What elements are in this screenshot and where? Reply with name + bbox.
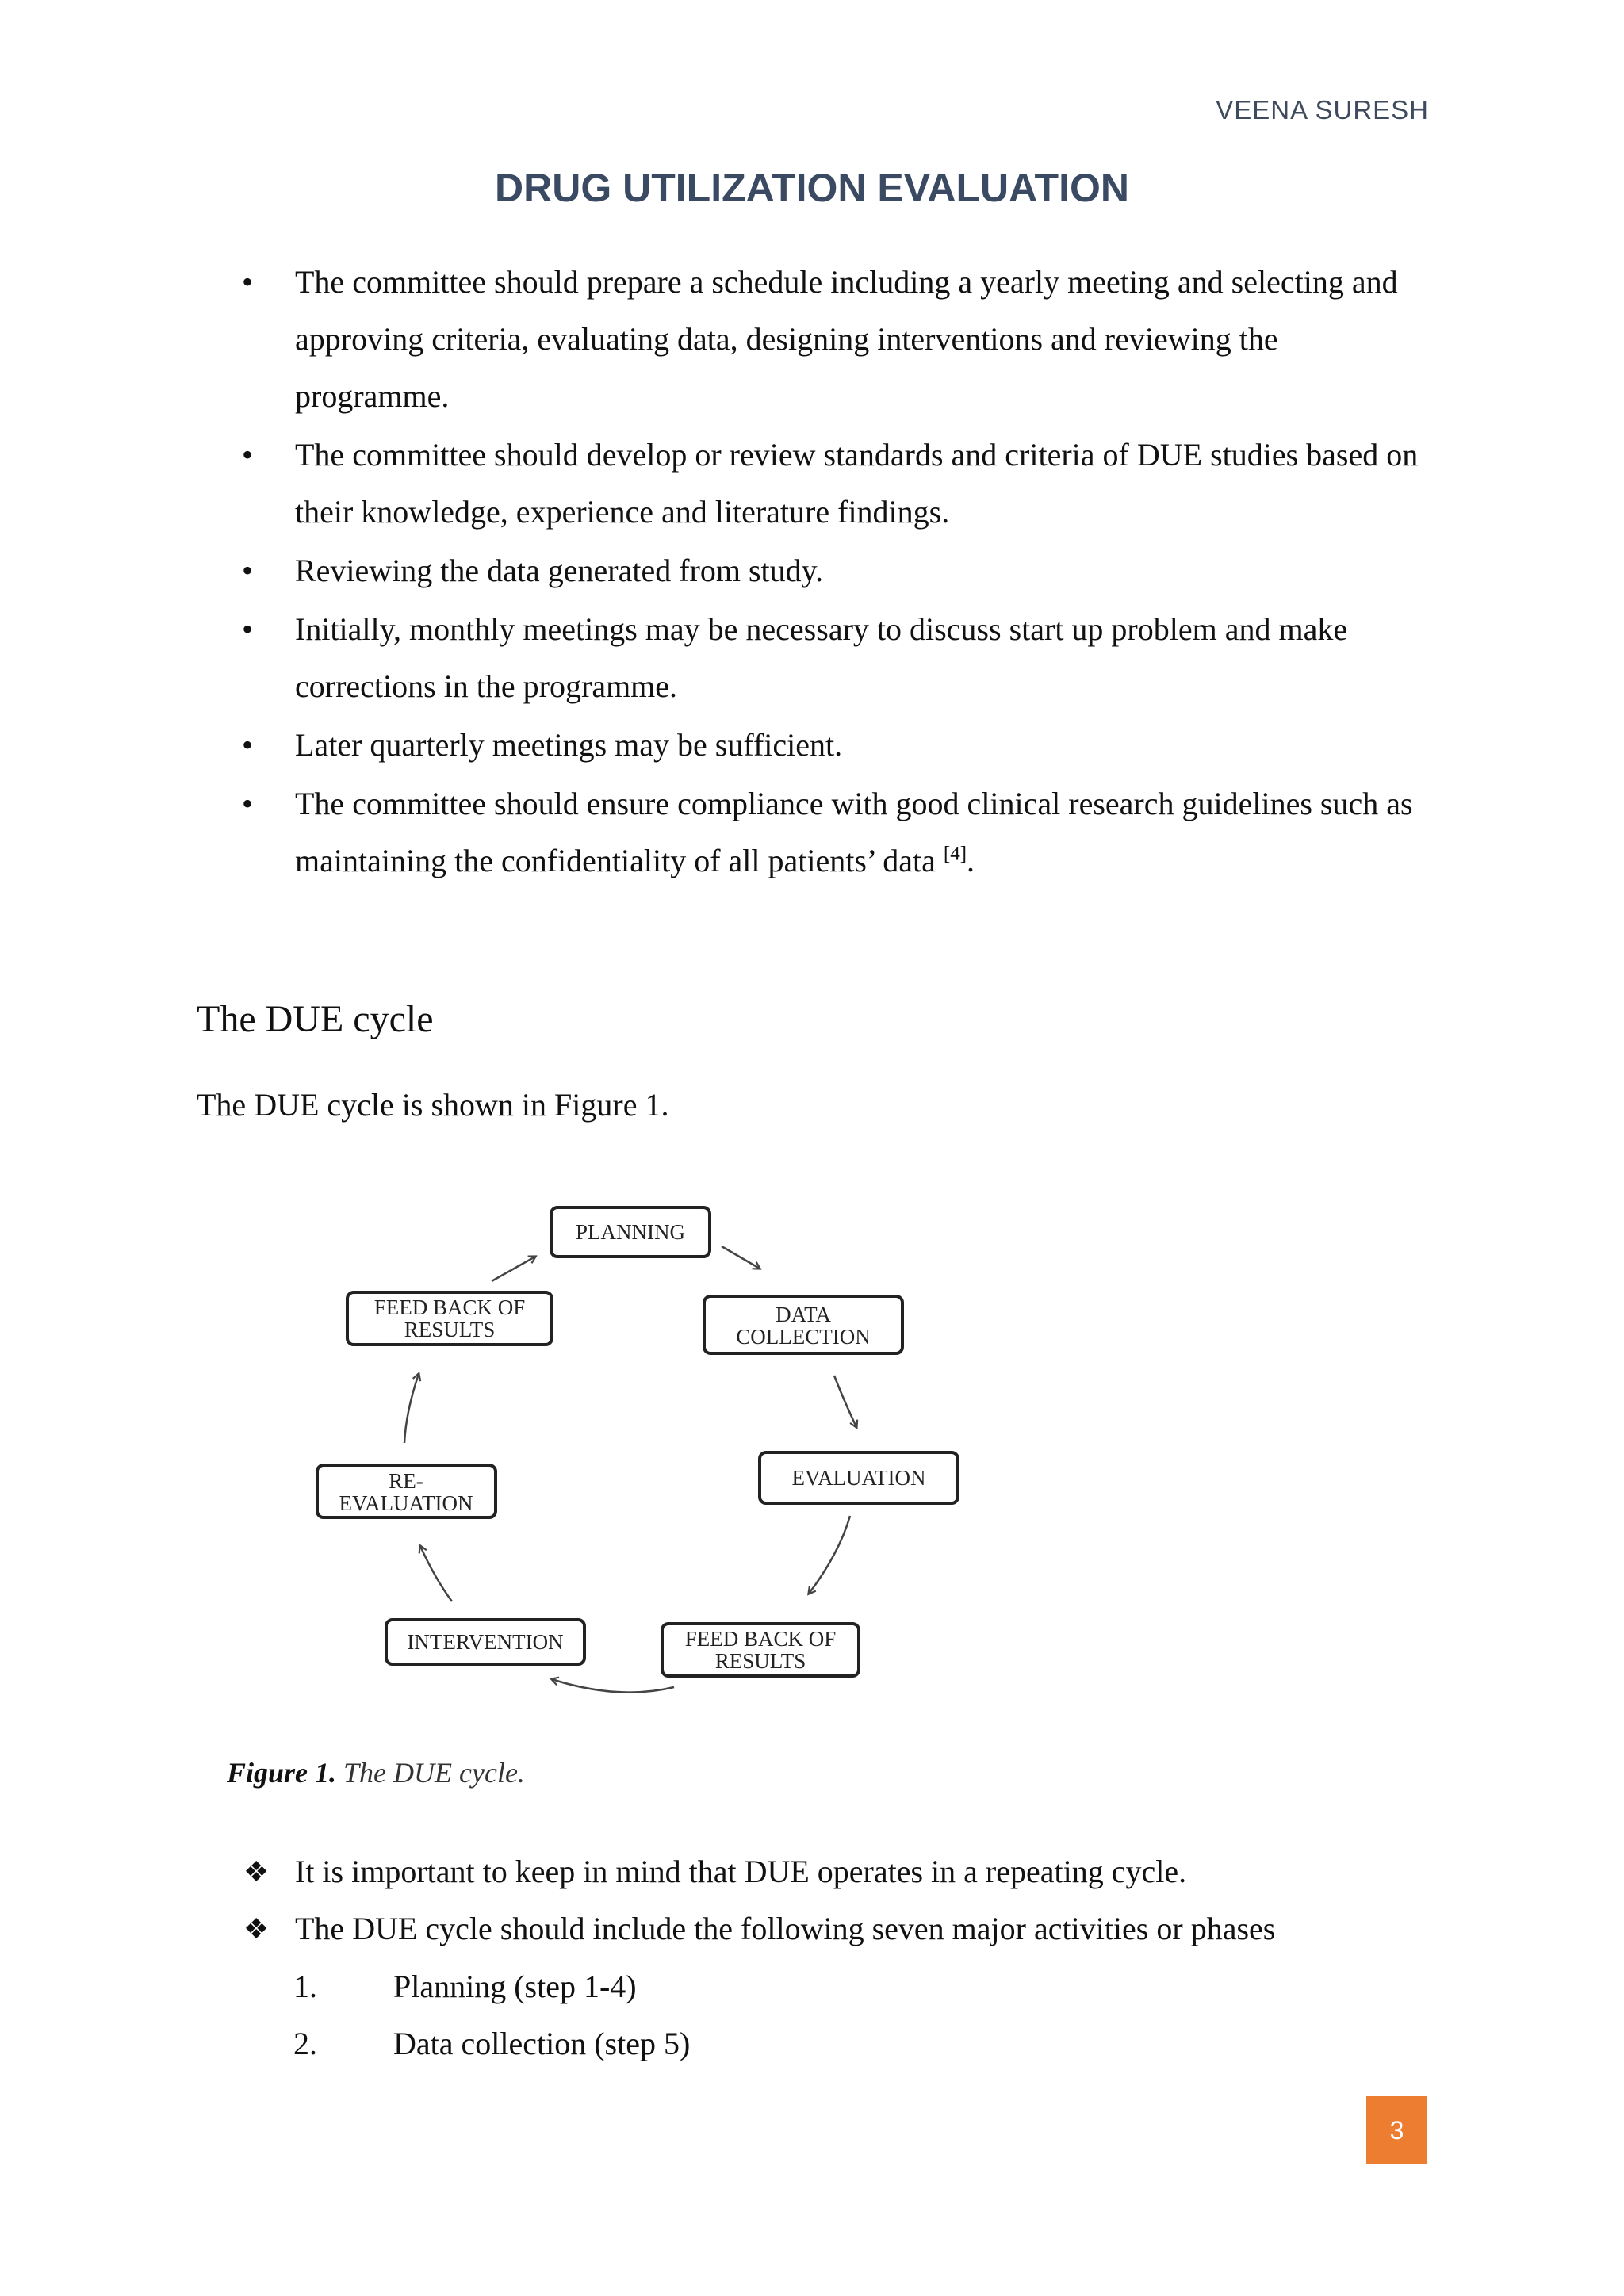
- page-number-badge: 3: [1366, 2096, 1427, 2164]
- bullet-text: Reviewing the data generated from study.: [295, 553, 824, 588]
- four-diamond-bullet-icon: ❖: [243, 1913, 270, 1945]
- due-cycle-figure: [301, 1189, 983, 1712]
- node-intervention: [386, 1620, 584, 1664]
- node-evaluation-label: EVALUATION: [791, 1466, 926, 1490]
- arrow-intervention-to-reevaluation: [420, 1546, 452, 1601]
- node-data-collection: [704, 1296, 902, 1353]
- node-intervention-label: INTERVENTION: [407, 1630, 564, 1654]
- phase-list: [293, 1958, 690, 2072]
- node-feedback-results-right: [662, 1624, 859, 1676]
- point-text: The DUE cycle should include the following seven major activities or phases: [295, 1911, 1276, 1946]
- due-cycle-points: [242, 1843, 1431, 1957]
- bullet-item: [242, 775, 1431, 890]
- due-cycle-diagram: [301, 1189, 983, 1712]
- node-feedback-left-label-1: FEED BACK OF: [373, 1295, 526, 1319]
- bullet-item: [242, 254, 1431, 425]
- arrow-data-to-evaluation: [834, 1376, 856, 1427]
- phase-number: 1.: [293, 1969, 317, 2004]
- node-planning-label: PLANNING: [576, 1220, 685, 1244]
- node-evaluation: [760, 1452, 958, 1503]
- bullet-item: [242, 717, 1431, 774]
- phase-text: Data collection (step 5): [393, 2026, 691, 2061]
- arrow-planning-to-data: [722, 1246, 760, 1269]
- bullet-text: The committee should prepare a schedule including a yearly meeting and selecting and approving criteria, evaluating data, designing interventions and reviewing the programme.: [295, 264, 1398, 414]
- node-re-evaluation-label-1: RE-: [389, 1469, 423, 1493]
- section-intro: The DUE cycle is shown in Figure 1.: [197, 1087, 669, 1123]
- diamond-bullet-item: [242, 1900, 1431, 1957]
- bullet-text: Later quarterly meetings may be sufficient.: [295, 727, 843, 763]
- phase-number: 2.: [293, 2026, 317, 2061]
- arrow-reevaluation-to-feedback: [404, 1374, 419, 1443]
- bullet-item: [242, 601, 1431, 715]
- committee-bullet-list: [242, 254, 1431, 891]
- node-data-collection-label-1: DATA: [776, 1303, 831, 1326]
- phase-item: [293, 2015, 690, 2072]
- phase-text: Planning (step 1-4): [393, 1969, 637, 2004]
- node-feedback-right-label-2: RESULTS: [714, 1649, 806, 1673]
- arrow-feedback-to-intervention: [552, 1679, 674, 1693]
- node-feedback-right-label-1: FEED BACK OF: [684, 1627, 837, 1651]
- phase-item: [293, 1958, 690, 2015]
- arrow-evaluation-to-feedback: [809, 1516, 850, 1594]
- citation-reference[interactable]: [4]: [943, 843, 967, 865]
- figure-caption-label: Figure 1.: [227, 1757, 337, 1789]
- bullet-item: [242, 427, 1431, 541]
- figure-caption-text: The DUE cycle.: [336, 1757, 525, 1789]
- bullet-text: The committee should develop or review standards and criteria of DUE studies based on their knowledge, experience and literature findings.: [295, 437, 1419, 530]
- node-planning: [551, 1207, 710, 1257]
- point-text: It is important to keep in mind that DUE operates in a repeating cycle.: [295, 1854, 1187, 1889]
- bullet-item: [242, 542, 1431, 599]
- arrow-feedback-to-planning: [492, 1257, 535, 1281]
- bullet-text: The committee should ensure compliance with good clinical research guidelines such as maintaining the confidentiality of all patients’ data: [295, 786, 1413, 878]
- node-re-evaluation-label-2: EVALUATION: [339, 1491, 473, 1515]
- bullet-end-punct: .: [967, 843, 975, 878]
- document-title: DRUG UTILIZATION EVALUATION: [495, 166, 1129, 210]
- node-feedback-left-label-2: RESULTS: [404, 1318, 496, 1341]
- node-feedback-results-left: [347, 1292, 552, 1345]
- section-heading: The DUE cycle: [197, 998, 434, 1040]
- header-author: VEENA SURESH: [1216, 95, 1429, 124]
- node-data-collection-label-2: COLLECTION: [736, 1325, 871, 1349]
- diamond-bullet-item: [242, 1843, 1431, 1900]
- node-re-evaluation: [317, 1465, 496, 1517]
- four-diamond-bullet-icon: ❖: [243, 1856, 270, 1888]
- figure-caption: [227, 1756, 525, 1789]
- bullet-text: Initially, monthly meetings may be necessary to discuss start up problem and make corrections in the programme.: [295, 611, 1348, 704]
